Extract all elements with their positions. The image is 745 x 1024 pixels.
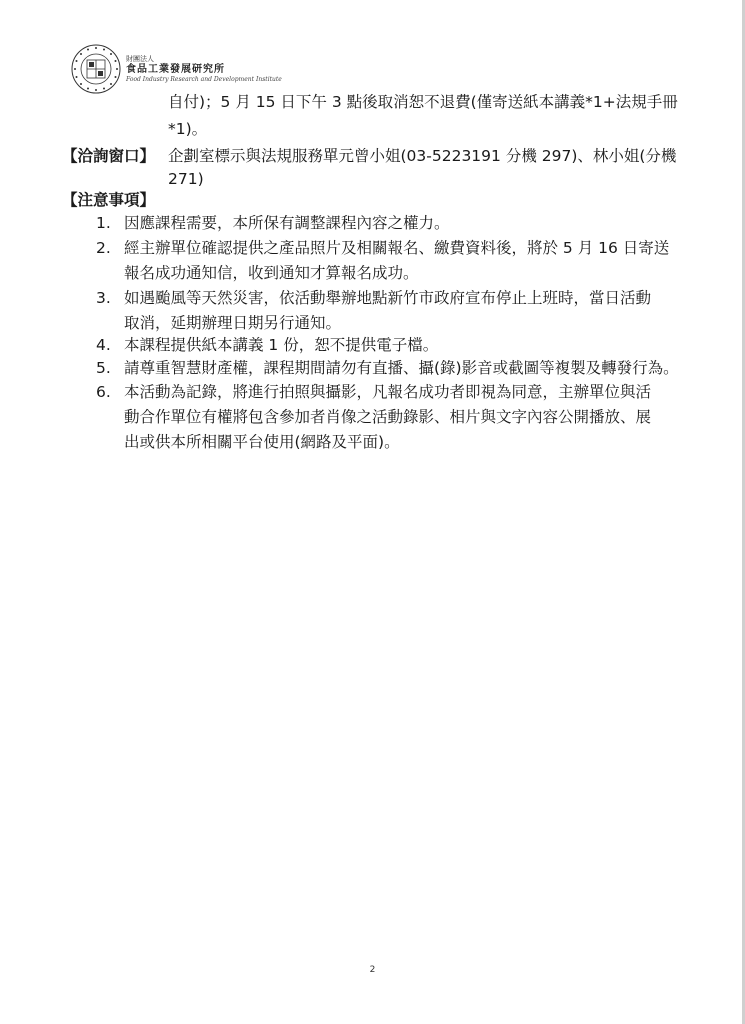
note-2-line-2: 報名成功通知信，收到通知才算報名成功。 xyxy=(124,264,419,282)
contact-line-1: 企劃室標示與法規服務單元曾小姐(03-5223191 分機 297)、林小姐(分機 xyxy=(168,147,677,165)
note-4-line-1: 本課程提供紙本講義 1 份，恕不提供電子檔。 xyxy=(124,336,439,354)
note-3-line-1: 如遇颱風等天然災害，依活動舉辦地點新竹市政府宣布停止上班時，當日活動 xyxy=(124,289,652,307)
continuation-line-2: *1)。 xyxy=(168,120,208,138)
note-number: 3. xyxy=(96,289,111,307)
note-1-line-1: 因應課程需要，本所保有調整課程內容之權力。 xyxy=(124,214,450,232)
institute-seal-logo xyxy=(70,43,122,95)
note-5-line-1: 請尊重智慧財產權，課程期間請勿有直播、攝(錄)影音或截圖等複製及轉發行為。 xyxy=(124,359,679,377)
note-2-line-1: 經主辦單位確認提供之產品照片及相關報名、繳費資料後，將於 5 月 16 日寄送 xyxy=(124,239,670,257)
note-number: 1. xyxy=(96,214,111,232)
contact-line-2: 271) xyxy=(168,170,204,188)
note-number: 2. xyxy=(96,239,111,257)
page-number: 2 xyxy=(369,965,376,975)
note-3-line-2: 取消，延期辦理日期另行通知。 xyxy=(124,314,342,332)
org-name: 食品工業發展研究所 xyxy=(126,63,225,75)
note-number: 5. xyxy=(96,359,111,377)
note-number: 6. xyxy=(96,383,111,401)
notes-label: 【注意事項】 xyxy=(62,191,156,209)
continuation-line-1: 自付)；5 月 15 日下午 3 點後取消恕不退費(僅寄送紙本講義*1+法規手冊 xyxy=(168,93,678,111)
org-type: 財團法人 xyxy=(126,54,154,63)
contact-label: 【洽詢窗口】 xyxy=(62,147,156,165)
note-6-line-3: 出或供本所相關平台使用(網路及平面)。 xyxy=(124,433,400,451)
org-english-name: Food Industry Research and Development Institute xyxy=(126,75,282,83)
note-number: 4. xyxy=(96,336,111,354)
org-text xyxy=(126,55,282,84)
letterhead xyxy=(70,42,282,96)
note-6-line-1: 本活動為記錄，將進行拍照與攝影，凡報名成功者即視為同意，主辦單位與活 xyxy=(124,383,652,401)
note-6-line-2: 動合作單位有權將包含參加者肖像之活動錄影、相片與文字內容公開播放、展 xyxy=(124,408,652,426)
